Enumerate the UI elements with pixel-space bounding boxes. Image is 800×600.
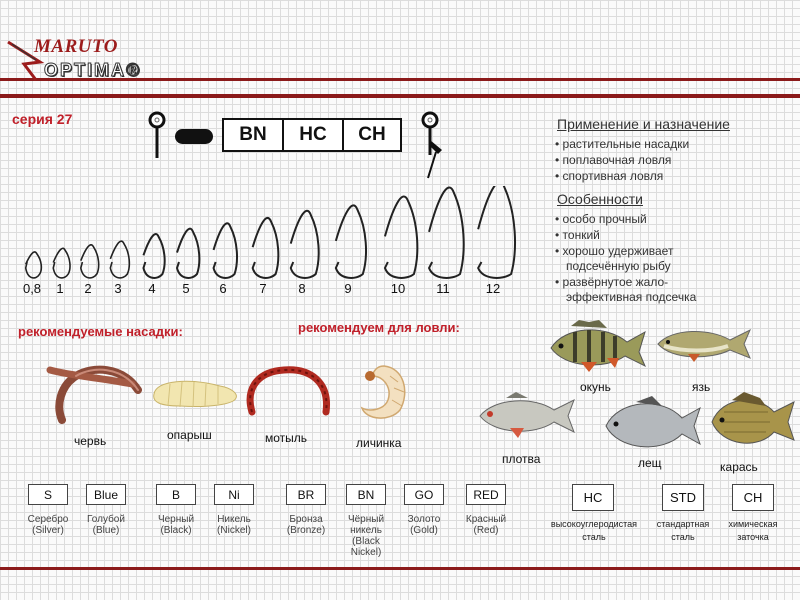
hook-eye-icon [146, 110, 168, 160]
bent-eye-hook-icon [418, 110, 448, 182]
roach-icon [476, 392, 576, 438]
fish-label-ide: язь [692, 380, 711, 394]
hook-size-label: 8 [298, 281, 306, 296]
color-code-box: B [156, 484, 196, 505]
hook-outline [253, 218, 279, 278]
color-code-box: RED [466, 484, 506, 505]
hook-outline [81, 245, 99, 278]
flattened-shank-icon [175, 129, 213, 144]
application-item: • спортивная ловля [555, 169, 664, 183]
application-item: • растительные насадки [555, 137, 690, 151]
fish-label-bream: лещ [638, 456, 662, 470]
color-code-label: Голубой (Blue) [87, 514, 125, 536]
hook-size-label: 5 [182, 281, 190, 296]
maggot-icon [150, 376, 240, 412]
bream-icon [602, 396, 702, 454]
coating-hc-box: HC [282, 118, 344, 152]
steel-code-box: HC [572, 484, 614, 511]
bait-label-maggot: опарыш [167, 428, 212, 442]
perch-icon [545, 318, 647, 374]
color-code-label: Никель (Nickel) [217, 514, 251, 536]
bottom-rule [0, 567, 800, 570]
bait-label-worm: червь [74, 434, 107, 448]
hook-size-label: 6 [219, 281, 227, 296]
hook-outline [110, 241, 129, 278]
baits-title: рекомендуемые насадки: [18, 324, 183, 339]
color-code-box: Ni [214, 484, 254, 505]
steel-code-box: STD [662, 484, 704, 511]
series-label: серия 27 [12, 111, 73, 127]
hook-outline [429, 188, 464, 278]
coating-bn-box: BN [222, 118, 284, 152]
hook-outline [177, 229, 199, 278]
bloodworm-icon [244, 362, 336, 420]
feature-item: • особо прочный [555, 212, 647, 226]
hook-size-label: 10 [390, 281, 406, 296]
color-code-box: Blue [86, 484, 126, 505]
feature-item: • развёрнутое жало- [555, 275, 669, 289]
color-code-label: Черный (Black) [157, 514, 195, 536]
hook-size-label: 0,8 [22, 281, 42, 296]
fish-title: рекомендуем для ловли: [298, 320, 460, 335]
color-code-label: Красный (Red) [465, 514, 507, 536]
ide-icon [654, 324, 752, 364]
hook-outline [53, 248, 70, 278]
fish-label-crucian: карась [720, 460, 758, 474]
bait-label-bloodworm: мотыль [265, 431, 308, 445]
hook-size-label: 12 [485, 281, 501, 296]
hook-outline [478, 186, 515, 278]
brand-subname: OPTIMA® [44, 60, 142, 80]
hook-size-label: 7 [259, 281, 267, 296]
color-code-box: BR [286, 484, 326, 505]
steel-code-label: стандартная сталь [656, 519, 710, 542]
bait-label-larva: личинка [356, 436, 402, 450]
hook-size-label: 9 [344, 281, 352, 296]
color-code-box: S [28, 484, 68, 505]
steel-code-box: CH [732, 484, 774, 511]
steel-code-label: химическая заточка [728, 519, 778, 542]
features-title: Особенности [557, 191, 643, 207]
application-title: Применение и назначение [557, 116, 730, 132]
color-code-label: Чёрный никель (Black Nickel) [347, 514, 385, 558]
hook-outline [143, 234, 164, 278]
fish-label-roach: плотва [502, 452, 541, 466]
color-code-label: Золото (Gold) [407, 514, 441, 536]
fish-label-perch: окунь [580, 380, 611, 394]
crucian-icon [708, 392, 796, 448]
hook-size-label: 3 [114, 281, 122, 296]
worm-icon [42, 362, 148, 428]
hook-outline [385, 196, 417, 277]
feature-item-cont: эффективная подсечка [566, 290, 697, 304]
feature-item-cont: подсечённую рыбу [566, 259, 671, 273]
application-item: • поплавочная ловля [555, 153, 672, 167]
color-code-label: Серебро (Silver) [27, 514, 69, 536]
hook-size-row [18, 186, 518, 296]
color-code-box: GO [404, 484, 444, 505]
color-code-box: BN [346, 484, 386, 505]
hook-size-label: 4 [148, 281, 156, 296]
header-rule [0, 94, 800, 98]
feature-item: • хорошо удерживает [555, 244, 674, 258]
larva-icon [354, 362, 412, 424]
feature-item: • тонкий [555, 228, 600, 242]
coating-ch-box: CH [342, 118, 402, 152]
hook-size-label: 11 [436, 281, 450, 296]
hook-outline [291, 211, 319, 278]
steel-code-label: высокоуглеродистая сталь [550, 519, 638, 542]
hook-outline [336, 205, 366, 278]
brand-name: MARUTO [34, 36, 118, 57]
hook-outline [26, 252, 42, 278]
hook-size-label: 1 [56, 281, 64, 296]
hook-size-label: 2 [84, 281, 92, 296]
hook-outline [214, 223, 237, 278]
color-code-label: Бронза (Bronze) [286, 514, 326, 536]
